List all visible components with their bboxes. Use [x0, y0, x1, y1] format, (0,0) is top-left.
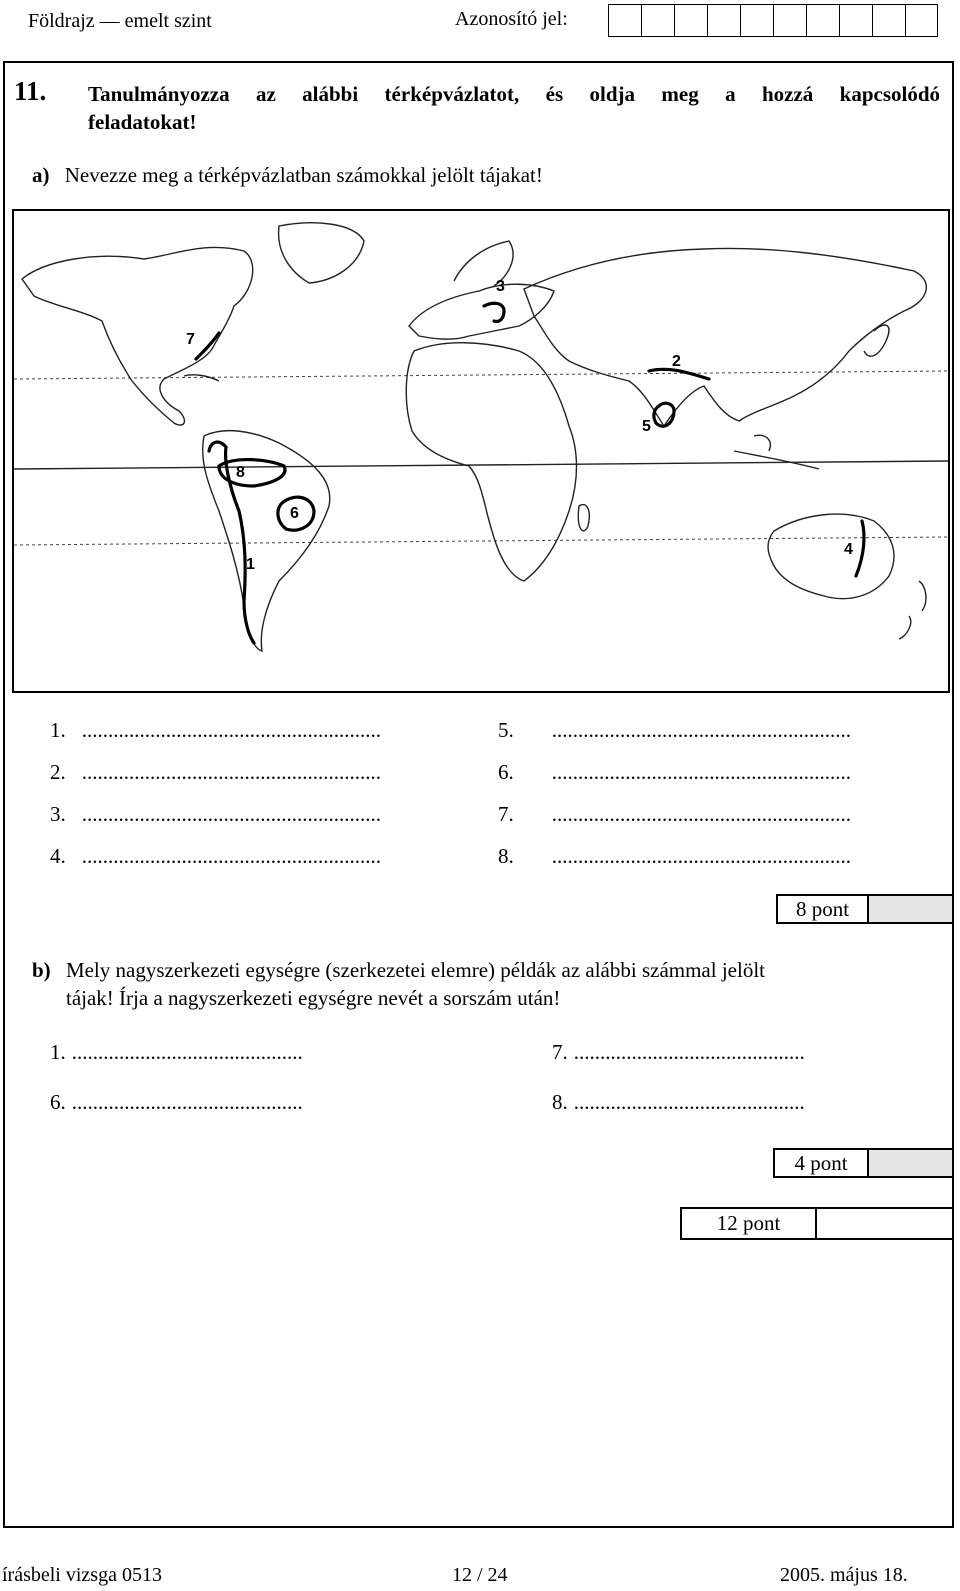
answer-number: 3.: [50, 802, 66, 826]
score-box-part-b: [773, 1148, 954, 1178]
question-text-line2: feladatokat!: [88, 110, 197, 134]
answer-blank[interactable]: ............................................: [573, 1040, 805, 1064]
answer-number: 2.: [50, 760, 66, 784]
answer-b-7[interactable]: [552, 1040, 805, 1065]
indonesia-outline: [734, 435, 819, 469]
footer-page-number: 12 / 24: [452, 1564, 508, 1586]
world-map-sketch: [12, 209, 950, 693]
header-id-label: Azonosító jel:: [455, 8, 568, 30]
answer-blank[interactable]: .........................................................: [81, 844, 381, 868]
footer-date: 2005. május 18.: [780, 1564, 908, 1586]
new-zealand-outline: [899, 581, 926, 639]
answer-number: 6.: [50, 1090, 66, 1114]
japan-outline: [864, 325, 889, 356]
answer-blank[interactable]: .........................................................: [551, 802, 851, 826]
id-box[interactable]: [740, 4, 773, 37]
id-box[interactable]: [674, 4, 707, 37]
total-score-label: 12 pont: [682, 1209, 817, 1238]
answer-a-4[interactable]: [50, 844, 381, 869]
id-box[interactable]: [707, 4, 740, 37]
answer-blank[interactable]: .........................................................: [551, 760, 851, 784]
id-box[interactable]: [905, 4, 938, 37]
part-a-text: Nevezze meg a térképvázlatban számokkal jelölt tájakat!: [64, 163, 543, 187]
answer-blank[interactable]: ............................................: [573, 1090, 805, 1114]
id-box[interactable]: [839, 4, 872, 37]
answer-number: 4.: [50, 844, 66, 868]
score-box-total: [680, 1207, 954, 1240]
answer-a-8[interactable]: [498, 844, 851, 869]
greenland-outline: [279, 223, 364, 283]
tropic-capricorn-line: [14, 537, 948, 545]
map-marker-6: 6: [290, 505, 299, 522]
answer-a-3[interactable]: [50, 802, 381, 827]
answer-number: 6.: [498, 760, 514, 784]
id-box[interactable]: [641, 4, 674, 37]
part-a-label: a): [32, 163, 50, 187]
asia-outline: [524, 248, 926, 426]
id-box[interactable]: [773, 4, 806, 37]
answer-number: 1.: [50, 1040, 66, 1064]
map-marker-2: 2: [672, 353, 681, 370]
answer-blank[interactable]: .........................................................: [81, 760, 381, 784]
answer-b-1[interactable]: [50, 1040, 303, 1065]
africa-outline: [406, 343, 576, 581]
answer-a-2[interactable]: [50, 760, 381, 785]
tropic-cancer-line: [14, 371, 948, 379]
map-marker-8: 8: [236, 464, 245, 481]
footer-exam-code: írásbeli vizsga 0513: [2, 1564, 162, 1586]
id-box[interactable]: [872, 4, 905, 37]
world-map-svg: [14, 211, 948, 691]
region-1-line: [209, 442, 254, 643]
answer-a-6[interactable]: [498, 760, 851, 785]
score-field[interactable]: [869, 1150, 952, 1176]
header-subject: Földrajz — emelt szint: [28, 10, 212, 32]
region-4-line: [856, 521, 864, 576]
answer-number: 8.: [552, 1090, 568, 1114]
answer-number: 8.: [498, 844, 514, 868]
id-code-boxes[interactable]: [608, 4, 938, 37]
map-marker-1: 1: [246, 556, 255, 573]
question-number: 11.: [14, 76, 47, 106]
region-3-line: [484, 303, 504, 321]
part-b-text-line1: Mely nagyszerkezeti egységre (szerkezetei elemre) példák az alábbi számmal jelölt: [65, 958, 765, 982]
part-b-instruction-line1: [32, 956, 765, 984]
answer-a-7[interactable]: [498, 802, 851, 827]
score-label: 8 pont: [778, 896, 869, 922]
equator-line: [14, 461, 948, 469]
answer-b-6[interactable]: [50, 1090, 303, 1115]
map-marker-7: 7: [186, 331, 195, 348]
answer-number: 7.: [552, 1040, 568, 1064]
id-box[interactable]: [806, 4, 839, 37]
answer-blank[interactable]: .........................................................: [81, 718, 381, 742]
answer-blank[interactable]: ............................................: [71, 1090, 303, 1114]
answer-number: 1.: [50, 718, 66, 742]
answer-number: 7.: [498, 802, 514, 826]
answer-blank[interactable]: .........................................................: [81, 802, 381, 826]
score-label: 4 pont: [775, 1150, 869, 1176]
question-text-line1: Tanulmányozza az alábbi térképvázlatot, és oldja meg a hozzá kapcsolódó: [88, 82, 940, 106]
answer-number: 5.: [498, 718, 514, 742]
answer-blank[interactable]: .........................................................: [551, 844, 851, 868]
map-marker-3: 3: [496, 278, 505, 295]
score-box-part-a: [776, 894, 954, 924]
map-marker-4: 4: [844, 541, 853, 558]
answer-blank[interactable]: .........................................................: [551, 718, 851, 742]
answer-b-8[interactable]: [552, 1090, 805, 1115]
answer-a-1[interactable]: [50, 718, 381, 743]
madagascar-outline: [578, 505, 589, 531]
part-b-label: b): [32, 958, 51, 982]
region-2-line: [649, 369, 709, 379]
total-score-field[interactable]: [817, 1209, 952, 1238]
map-marker-5: 5: [642, 418, 651, 435]
answer-a-5[interactable]: [498, 718, 851, 743]
part-b-text-line2: tájak! Írja a nagyszerkezeti egységre nevét a sorszám után!: [66, 986, 561, 1010]
part-a-instruction: [32, 161, 543, 189]
australia-outline: [768, 514, 894, 599]
score-field[interactable]: [869, 896, 952, 922]
id-box[interactable]: [608, 4, 641, 37]
answer-blank[interactable]: ............................................: [71, 1040, 303, 1064]
